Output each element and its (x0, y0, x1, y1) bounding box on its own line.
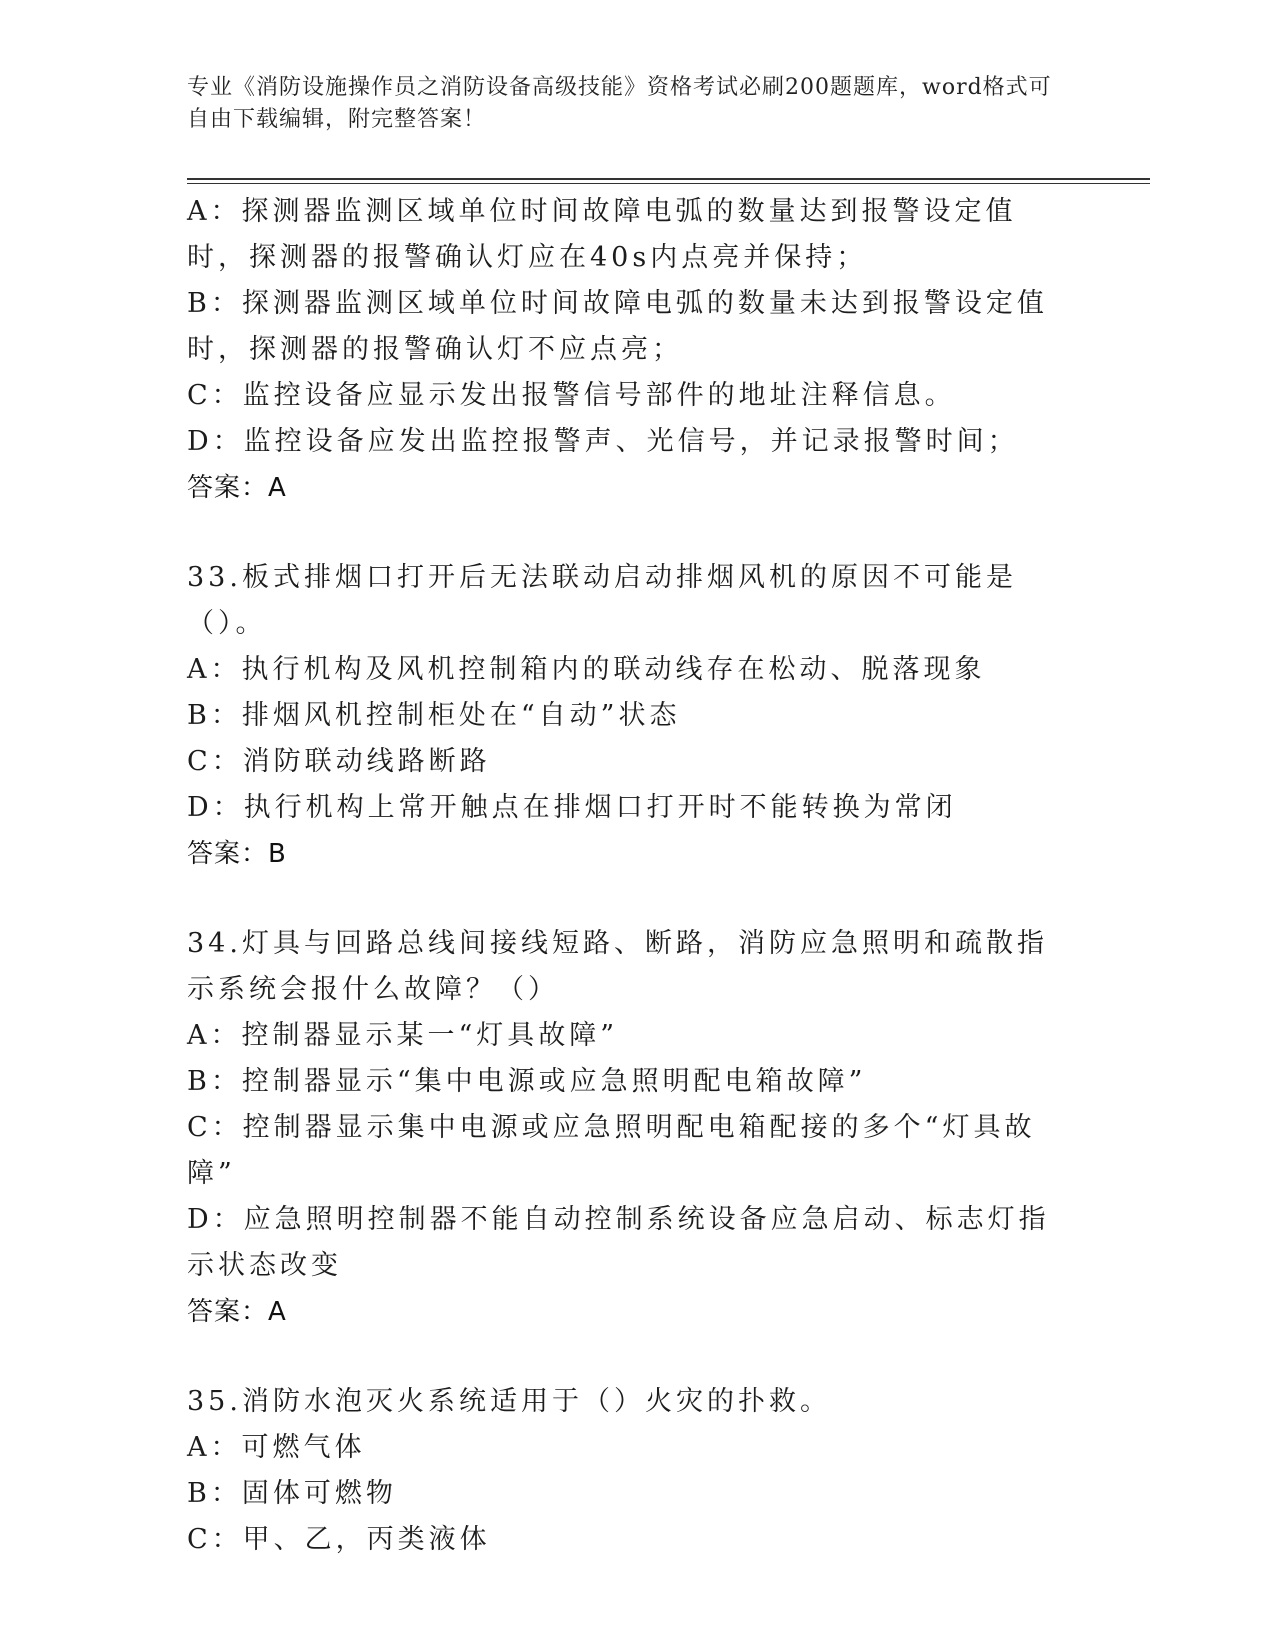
option-c: C：控制器显示集中电源或应急照明配电箱配接的多个“灯具故障” (187, 1112, 1036, 1189)
option-c: C：监控设备应显示发出报警信号部件的地址注释信息。 (187, 380, 956, 411)
option-a: A：探测器监测区域单位时间故障电弧的数量达到报警设定值时，探测器的报警确认灯应在40s内点亮并保持； (187, 196, 1017, 273)
option-b: B：排烟风机控制柜处在“自动”状态 (187, 700, 681, 731)
question-text: 33.板式排烟口打开后无法联动启动排烟风机的原因不可能是（）。 (187, 562, 1017, 639)
answer: 答案：A (187, 1297, 287, 1327)
option-a: A：控制器显示某一“灯具故障” (187, 1020, 619, 1051)
option-a: A：执行机构及风机控制箱内的联动线存在松动、脱落现象 (187, 654, 986, 685)
option-d: D：监控设备应发出监控报警声、光信号，并记录报警时间； (187, 426, 1019, 457)
option-c: C：甲、乙，丙类液体 (187, 1524, 491, 1555)
question-32 (187, 189, 1067, 511)
option-a: A：可燃气体 (187, 1432, 366, 1463)
document-header: 专业《消防设施操作员之消防设备高级技能》资格考试必刷200题题库，word格式可自由下载编辑，附完整答案！ (187, 75, 1052, 132)
option-b: B：固体可燃物 (187, 1478, 397, 1509)
option-d: D：应急照明控制器不能自动控制系统设备应急启动、标志灯指示状态改变 (187, 1204, 1050, 1281)
question-35 (187, 1379, 1067, 1563)
spacer (187, 1335, 1067, 1379)
question-content (187, 189, 1067, 1563)
header-divider-thick (187, 178, 1150, 180)
option-d: D：执行机构上常开触点在排烟口打开时不能转换为常闭 (187, 792, 957, 823)
option-b: B：控制器显示“集中电源或应急照明配电箱故障” (187, 1066, 867, 1097)
spacer (187, 877, 1067, 921)
question-text: 34.灯具与回路总线间接线短路、断路，消防应急照明和疏散指示系统会报什么故障？（） (187, 928, 1048, 1005)
header-divider-thin (187, 183, 1150, 184)
question-text: 35.消防水泡灭火系统适用于（）火灾的扑救。 (187, 1386, 831, 1417)
option-b: B：探测器监测区域单位时间故障电弧的数量未达到报警设定值时，探测器的报警确认灯不应点亮； (187, 288, 1048, 365)
option-c: C：消防联动线路断路 (187, 746, 491, 777)
question-33 (187, 555, 1067, 877)
answer: 答案：B (187, 839, 287, 869)
answer: 答案：A (187, 473, 287, 503)
question-34 (187, 921, 1067, 1335)
spacer (187, 511, 1067, 555)
